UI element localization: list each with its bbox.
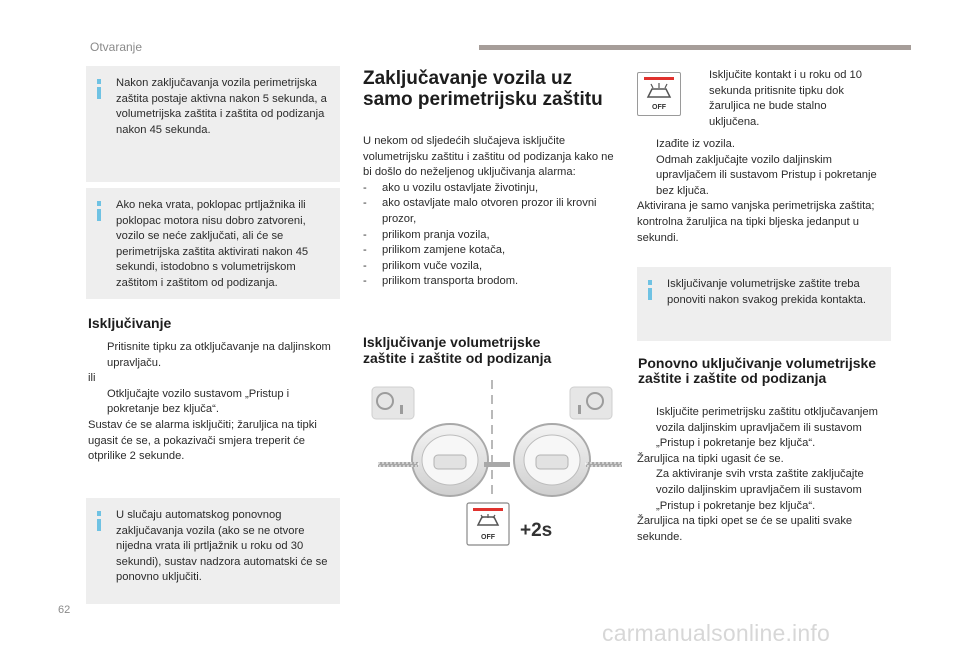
page-number: 62 (58, 604, 71, 616)
bullet-text: Pritisnite tipku za otključavanje na daljinskom upravljaču. (107, 341, 331, 369)
bullet-text: Za aktiviranje svih vrsta zaštite zaključajte vozilo daljinskim upravljačem ili sustavom „Pristup i pokretanje bez ključa“. (656, 468, 864, 512)
bullet-text: Isključite perimetrijsku zaštitu otključavanjem vozila daljinskim upravljačem ili sustavom „Pristup i pokretanje bez ključa“. (656, 406, 878, 450)
reactivation-paragraph: Žaruljica na tipki ugasit će se. (637, 452, 784, 465)
list-item-text: prilikom zamjene kotača, (382, 244, 506, 257)
reactivation-steps (637, 405, 889, 545)
list-item (363, 274, 625, 290)
list-item (363, 228, 625, 244)
note-auto-relock (86, 498, 340, 604)
dash-icon: - (363, 228, 367, 241)
perimeter-only-intro (363, 134, 625, 290)
note-marker (648, 280, 652, 285)
note-marker (97, 511, 101, 516)
bullet-text: Odmah zaključajte vozilo daljinskim upravljačem ili sustavom Pristup i pokretanje bez ključa. (656, 153, 877, 197)
note-marker (97, 519, 101, 531)
bullet-item (637, 467, 889, 514)
bullet-item (637, 153, 885, 200)
perimeter-only-steps-a (690, 68, 870, 130)
bullet-item (690, 68, 870, 130)
perimeter-only-steps-b (637, 137, 885, 246)
list-item (363, 259, 625, 275)
section-title-line1: Isključivanje volumetrijske (363, 334, 541, 350)
right-panel-icon (570, 387, 612, 419)
note-doors-open (86, 188, 340, 299)
timer-label: +2s (520, 520, 553, 541)
alarm-off-label: OFF (652, 104, 666, 111)
section-header: Otvaranje (90, 40, 143, 54)
list-item-text: ako u vozilu ostavljate životinju, (382, 181, 539, 194)
page-title-line1: Zaključavanje vozila uz (363, 68, 573, 89)
note-text: Isključivanje volumetrijske zaštite treba ponoviti nakon svakog prekida kontakta. (667, 278, 867, 306)
list-item-text: prilikom vuče vozila, (382, 259, 483, 272)
dash-icon: - (363, 259, 367, 272)
note-text: U slučaju automatskog ponovnog zaključavanja vozila (ako se ne otvore nijedna vrata ili prtljažnik u roku od 30 sekundi), sustav nadzora automatski će se ponovno uključiti. (116, 509, 328, 583)
left-panel-icon (372, 387, 414, 419)
bullet-item (88, 387, 340, 418)
note-marker (648, 288, 652, 300)
bullet-text: Otključajte vozilo sustavom „Pristup i pokretanje bez ključa“. (107, 387, 290, 416)
dashboard-strip-middle (484, 462, 510, 467)
section-title-deactivation: Isključivanje (88, 315, 172, 331)
list-item (363, 181, 625, 197)
dashboard-strip-left (378, 462, 418, 467)
note-marker (97, 209, 101, 221)
perimeter-only-paragraph: Aktivirana je samo vanjska perimetrijska zaštita; kontrolna žaruljica na tipki bljeska jedanput u sekundi. (637, 200, 875, 244)
or-text: ili (88, 372, 96, 385)
note-marker (97, 79, 101, 84)
deactivation-paragraph: Sustav će se alarma isključiti; žaruljica na tipki ugasit će se, a pokazivači smjera treperit će otprilike 2 sekunde. (88, 418, 317, 463)
deactivation-steps (88, 340, 340, 465)
page-title-line2: samo perimetrijsku zaštitu (363, 89, 603, 110)
list-item-text: prilikom pranja vozila, (382, 228, 490, 241)
note-repeat-after-ignition (637, 267, 891, 341)
note-activation-delay (86, 66, 340, 182)
note-marker (97, 201, 101, 206)
bullet-text: Izađite iz vozila. (656, 138, 735, 150)
dash-icon: - (363, 244, 367, 257)
note-text: Ako neka vrata, poklopac prtljažnika ili poklopac motora nisu dobro zatvoreni, vozilo se neće zaključati, ali će se perimetrijska zaštita aktivirati nakon 45 sekundi, istodobno s volumetrijskom zaštitom i zaštitom od podizanja. (116, 199, 309, 289)
page-title (363, 68, 623, 110)
section-title-volumetric-off (363, 334, 625, 366)
alarm-off-icon (638, 73, 680, 115)
dashboard-strip-right (586, 462, 622, 467)
dash-icon: - (363, 181, 367, 194)
watermark: carmanualsonline.info (602, 620, 830, 646)
note-text: Nakon zaključavanja vozila perimetrijska zaštita postaje aktivna nakon 5 sekunda, a volumetrijska zaštita i zaštita od podizanja nakon 45 sekunda. (116, 77, 327, 136)
header-divider (479, 45, 911, 50)
intro-text: U nekom od sljedećih slučajeva isključite volumetrijsku zaštitu i zaštitu od podizanja kako ne bi došlo do neželjenog uključivanja alarma: (363, 135, 614, 179)
alarm-off-button-label: OFF (481, 534, 495, 541)
section-title-line2: zaštite i zaštite od podizanja (363, 350, 552, 366)
bullet-item (88, 340, 340, 371)
list-item-text: ako ostavljate malo otvoren prozor ili krovni prozor, (382, 197, 597, 225)
steering-wheel-illustration (360, 375, 625, 550)
dash-icon: - (363, 197, 367, 210)
bullet-item (637, 405, 889, 452)
bullet-text: Isključite kontakt i u roku od 10 sekunda pritisnite tipku dok žaruljica ne bude stalno uključena. (709, 69, 862, 128)
left-steering-wheel-icon (412, 424, 488, 496)
reactivation-paragraph-final: Žaruljica na tipki opet se će se upaliti svake sekunde. (637, 515, 853, 543)
right-steering-wheel-icon (514, 424, 590, 496)
note-marker (97, 87, 101, 99)
section-title-reactivation: Ponovno uključivanje volumetrijske zaštite i zaštite od podizanja (638, 355, 877, 386)
list-item (363, 243, 625, 259)
list-item-text: prilikom transporta brodom. (382, 275, 519, 288)
alarm-off-button-icon (637, 72, 681, 116)
bullet-item (637, 137, 885, 153)
dash-icon: - (363, 275, 367, 288)
list-item (363, 196, 625, 227)
